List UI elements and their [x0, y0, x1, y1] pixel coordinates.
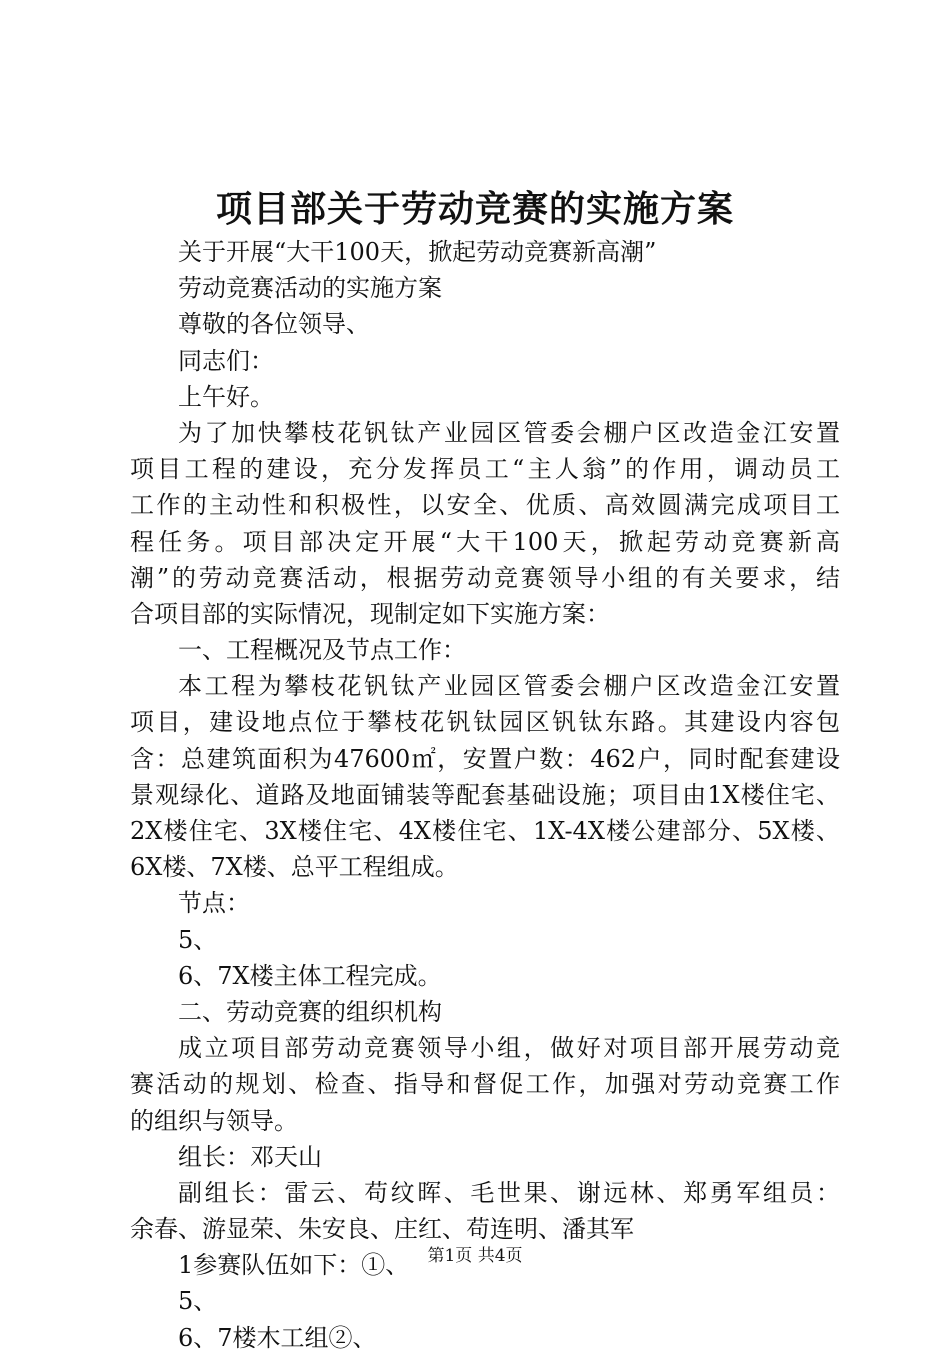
paragraph-line: 成立项目部劳动竞赛领导小组，做好对项目部开展劳动竞 [178, 1034, 840, 1063]
page-footer: 第1页 共4页 [427, 1246, 523, 1266]
paragraph-line: 含：总建筑面积为47600㎡，安置户数：462户，同时配套建设 [130, 744, 840, 773]
paragraph-line: 劳动竞赛活动的实施方案 [178, 274, 442, 303]
paragraph-line: 5、 [178, 1287, 218, 1316]
paragraph-line: 潮”的劳动竞赛活动，根据劳动竞赛领导小组的有关要求，结 [130, 563, 840, 592]
paragraph-line: 同志们： [178, 346, 274, 375]
document-body [130, 234, 840, 1356]
paragraph-line: 程任务。项目部决定开展“大干100天，掀起劳动竞赛新高 [130, 527, 840, 556]
paragraph-line: 景观绿化、道路及地面铺装等配套基础设施；项目由1X楼住宅、 [130, 780, 840, 809]
paragraph-line: 节点： [178, 889, 250, 918]
section-heading: 一、工程概况及节点工作： [178, 636, 466, 665]
paragraph-line: 为了加快攀枝花钒钛产业园区管委会棚户区改造金江安置 [178, 418, 840, 447]
paragraph-line: 合项目部的实际情况，现制定如下实施方案： [130, 599, 610, 628]
paragraph-line: 余春、游显荣、朱安良、庄红、苟连明、潘其军 [130, 1215, 634, 1244]
paragraph-line: 的组织与领导。 [130, 1106, 298, 1135]
paragraph-line: 尊敬的各位领导、 [178, 310, 370, 339]
document-title: 项目部关于劳动竞赛的实施方案 [215, 188, 734, 230]
paragraph-line: 副组长：雷云、苟纹晖、毛世果、谢远林、郑勇军组员： [178, 1178, 840, 1207]
paragraph-line: 6、7X楼主体工程完成。 [178, 961, 442, 990]
paragraph-line: 5、 [178, 925, 218, 954]
paragraph-line: 本工程为攀枝花钒钛产业园区管委会棚户区改造金江安置 [178, 672, 840, 701]
paragraph-line: 上午好。 [178, 382, 274, 411]
paragraph-line: 工作的主动性和积极性，以安全、优质、高效圆满完成项目工 [130, 491, 840, 520]
paragraph-line: 2X楼住宅、3X楼住宅、4X楼住宅、1X-4X楼公建部分、5X楼、 [130, 817, 840, 845]
paragraph-line: 组长：邓天山 [178, 1142, 322, 1171]
paragraph-line: 6、7楼木工组②、 [178, 1323, 377, 1352]
paragraph-line: 赛活动的规划、检查、指导和督促工作，加强对劳动竞赛工作 [130, 1070, 840, 1099]
paragraph-line: 1参赛队伍如下：①、 [178, 1251, 410, 1280]
paragraph-line: 关于开展“大干100天，掀起劳动竞赛新高潮” [178, 238, 657, 266]
section-heading: 二、劳动竞赛的组织机构 [178, 997, 442, 1026]
paragraph-line: 项目，建设地点位于攀枝花钒钛园区钒钛东路。其建设内容包 [130, 708, 840, 737]
paragraph-line: 6X楼、7X楼、总平工程组成。 [130, 853, 459, 882]
paragraph-line: 项目工程的建设，充分发挥员工“主人翁”的作用，调动员工 [130, 455, 840, 484]
